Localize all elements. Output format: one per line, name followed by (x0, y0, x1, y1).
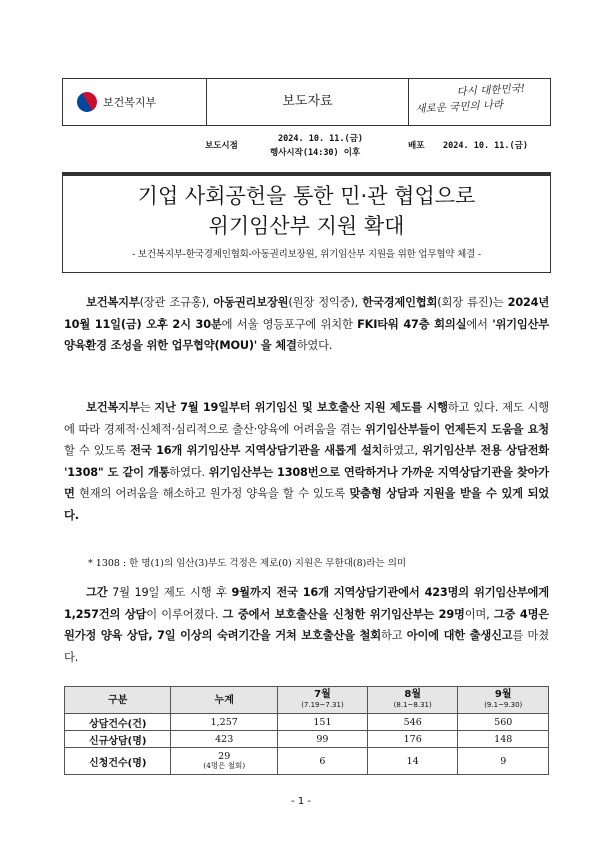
row-label: 상담건수(건) (65, 714, 171, 731)
paragraph-1: 보건복지부(장관 조규홍), 아동권리보장원(원장 정익중), 한국경제인협회(회장 류진)는 2024년 10월 11일(금) 오후 2시 30분에 서울 영등포구에 위치한 FKI타워 47층 회의실에서 '위기임산부 양육환경 조성을 위한 업무협약(MOU)' 을 체결하였다. (64, 296, 550, 352)
headline-line1: 기업 사회공헌을 통한 민·관 협업으로 (137, 184, 476, 208)
header-total: 누계 (171, 687, 277, 714)
press-release-title: 보도자료 (282, 94, 333, 109)
header-july: 7월 (7.19~7.31) (277, 687, 367, 714)
cell-july: 6 (277, 748, 367, 775)
cell-total: 1,257 (171, 714, 277, 731)
row-label: 신규상담(명) (65, 731, 171, 748)
table-row (65, 748, 549, 775)
cell-september: 148 (458, 731, 549, 748)
table-row (65, 731, 549, 748)
report-time: 행사시작(14:30) 이후 (270, 148, 361, 158)
report-date: 2024. 10. 11.(금) (278, 134, 363, 144)
paragraph-2: 보건복지부는 지난 7월 19일부터 위기임신 및 보호출산 지원 제도를 시행하고 있다. 제도 시행에 따라 경제적·신체적·심리적으로 출산·양육에 어려움을 겪는 위기임산부들이 언제든지 도움을 요청할 수 있도록 전국 16개 위기임산부 지역상담기관을 새롭게 설치하였고, 위기임산부 전용 상담전화 '1308" 도 같이 개통하였다. 위기임산부는 1308번으로 연락하거나 가까운 지역상담기관을 찾아가면 현재의 어려움을 해소하고 원가정 양육을 할 수 있도록 맞춤형 상담과 지원을 받을 수 있게 되었다. (64, 401, 550, 522)
cell-august: 14 (367, 748, 458, 775)
footnote-1308: * 1308 : 한 명(1)의 임산(3)부도 걱정은 제로(0) 지원은 무한대(8)라는 의미 (88, 558, 407, 569)
slogan-line1: 다시 대한민국! (456, 82, 526, 99)
cell-august: 176 (367, 731, 458, 748)
taegeuk-emblem-icon (73, 88, 100, 115)
header-box (62, 78, 551, 126)
table-header-row (65, 687, 549, 714)
dist-date: 2024. 10. 11.(금) (443, 141, 528, 151)
headline-box (62, 175, 551, 273)
consultation-stats-table (64, 686, 549, 775)
headline-line2: 위기임산부 지원 확대 (208, 214, 405, 238)
header-august: 8월 (8.1~8.31) (367, 687, 458, 714)
slogan-line2: 새로운 국민의 나라 (415, 98, 504, 116)
subtitle: - 보건복지부-한국경제인협회-아동권리보장원, 위기임산부 지원을 위한 업무협약 체결 - (132, 249, 481, 260)
slogan (414, 81, 545, 118)
report-label: 보도시점 (205, 141, 238, 151)
paragraph-3: 그간 7월 19일 제도 시행 후 9월까지 전국 16개 지역상담기관에서 423명의 위기임산부에게 1,257건의 상담이 이루어졌다. 그 중에서 보호출산을 신청한 위기임산부는 29명이며, 그중 4명은 원가정 양육 상담, 7일 이상의 숙려기간을 거쳐 보호출산을 철회하고 아이에 대한 출생신고를 마쳤다. (64, 586, 549, 664)
row-label: 신청건수(명) (65, 748, 171, 775)
cell-september: 9 (458, 748, 549, 775)
cell-total: 29 (4명은 철회) (171, 748, 277, 775)
cell-august: 546 (367, 714, 458, 731)
cell-july: 99 (277, 731, 367, 748)
table-row (65, 714, 549, 731)
ministry-name: 보건복지부 (103, 96, 157, 109)
header-category: 구분 (65, 687, 171, 714)
cell-september: 560 (458, 714, 549, 731)
cell-july: 151 (277, 714, 367, 731)
cell-total: 423 (171, 731, 277, 748)
dist-label: 배포 (408, 141, 425, 151)
header-september: 9월 (9.1~9.30) (458, 687, 549, 714)
page-number: - 1 - (291, 796, 311, 807)
ministry-logo (77, 91, 199, 113)
